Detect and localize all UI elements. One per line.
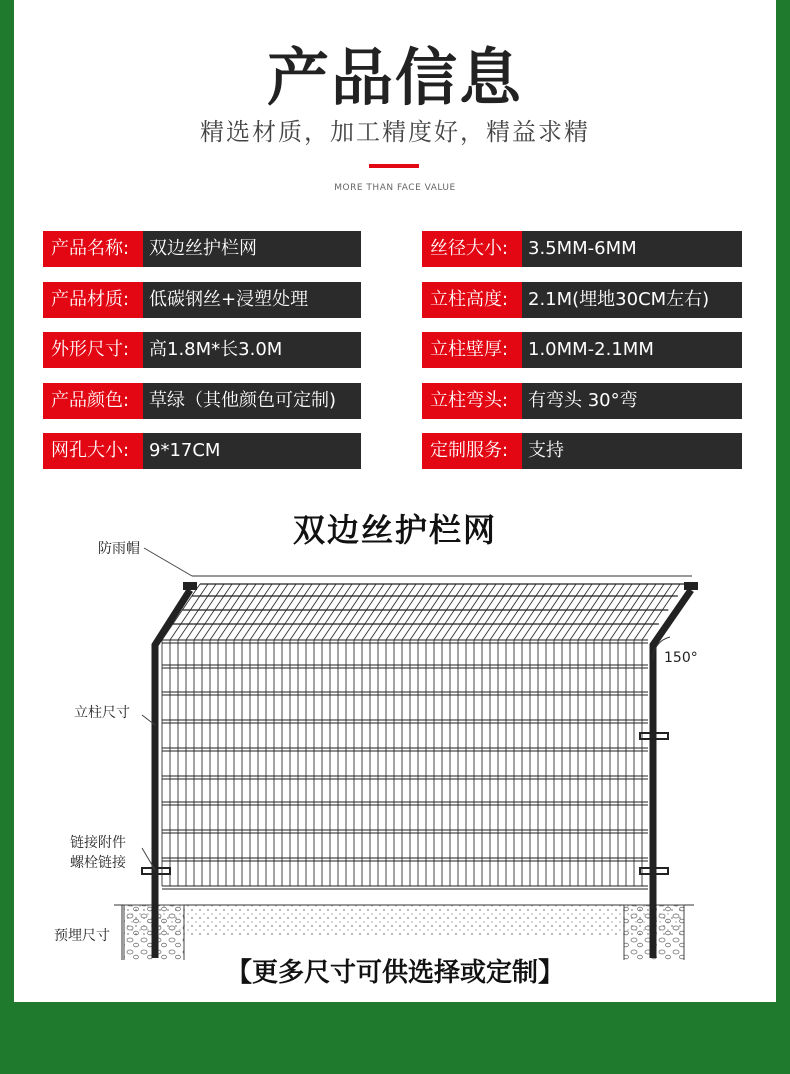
footer-note: 【更多尺寸可供选择或定制】 xyxy=(225,958,564,988)
leader-rain-cap xyxy=(144,548,192,576)
spec-label: 立柱高度: xyxy=(422,282,522,318)
spec-value: 双边丝护栏网 xyxy=(149,238,257,259)
spec-row-post-bend xyxy=(422,383,742,419)
label-connector-1: 链接附件 xyxy=(70,835,126,851)
spec-value: 低碳钢丝+浸塑处理 xyxy=(149,289,309,310)
spec-row-mesh-size xyxy=(43,433,361,469)
label-rain-cap: 防雨帽 xyxy=(98,541,140,557)
spec-row-name xyxy=(43,231,361,267)
spec-row-wire-diameter xyxy=(422,231,742,267)
spec-label: 产品材质: xyxy=(43,282,143,318)
ground-soil xyxy=(124,905,684,935)
spec-value: 9*17CM xyxy=(149,440,221,461)
page-subtitle: 精选材质，加工精度好，精益求精 xyxy=(200,118,590,146)
spec-row-post-height xyxy=(422,282,742,318)
spec-value: 高1.8M*长3.0M xyxy=(149,339,283,360)
page-title: 产品信息 xyxy=(266,41,523,114)
mesh-top-angled xyxy=(162,584,686,640)
spec-label: 立柱壁厚: xyxy=(422,332,522,368)
label-embed-size: 预埋尺寸 xyxy=(54,928,110,944)
spec-label: 产品名称: xyxy=(43,231,143,267)
spec-value: 1.0MM-2.1MM xyxy=(528,339,654,360)
spec-label: 丝径大小: xyxy=(422,231,522,267)
rain-cap-right xyxy=(684,582,698,590)
mesh-panel xyxy=(162,640,648,889)
tagline: MORE THAN FACE VALUE xyxy=(334,183,456,193)
spec-label: 网孔大小: xyxy=(43,433,143,469)
rain-cap-left xyxy=(183,582,197,590)
spec-value: 有弯头 30°弯 xyxy=(528,390,638,411)
spec-row-color xyxy=(43,383,361,419)
spec-row-dimensions xyxy=(43,332,361,368)
spec-label: 产品颜色: xyxy=(43,383,143,419)
spec-row-material xyxy=(43,282,361,318)
spec-label: 外形尺寸: xyxy=(43,332,143,368)
label-connector-2: 螺栓链接 xyxy=(70,855,126,871)
spec-row-post-thickness xyxy=(422,332,742,368)
left-post xyxy=(155,590,190,958)
spec-value: 支持 xyxy=(528,440,564,461)
product-info-panel xyxy=(14,0,776,1002)
spec-value: 2.1M(埋地30CM左右) xyxy=(528,289,710,310)
label-angle: 150° xyxy=(664,650,698,666)
spec-value: 3.5MM-6MM xyxy=(528,238,637,259)
label-post-size: 立柱尺寸 xyxy=(74,705,130,721)
right-post xyxy=(653,590,691,958)
spec-row-customization xyxy=(422,433,742,469)
spec-label: 定制服务: xyxy=(422,433,522,469)
spec-value: 草绿（其他颜色可定制) xyxy=(149,390,337,411)
fence-diagram xyxy=(14,540,776,960)
accent-divider xyxy=(369,164,419,168)
diagram-title: 双边丝护栏网 xyxy=(292,511,497,549)
spec-label: 立柱弯头: xyxy=(422,383,522,419)
